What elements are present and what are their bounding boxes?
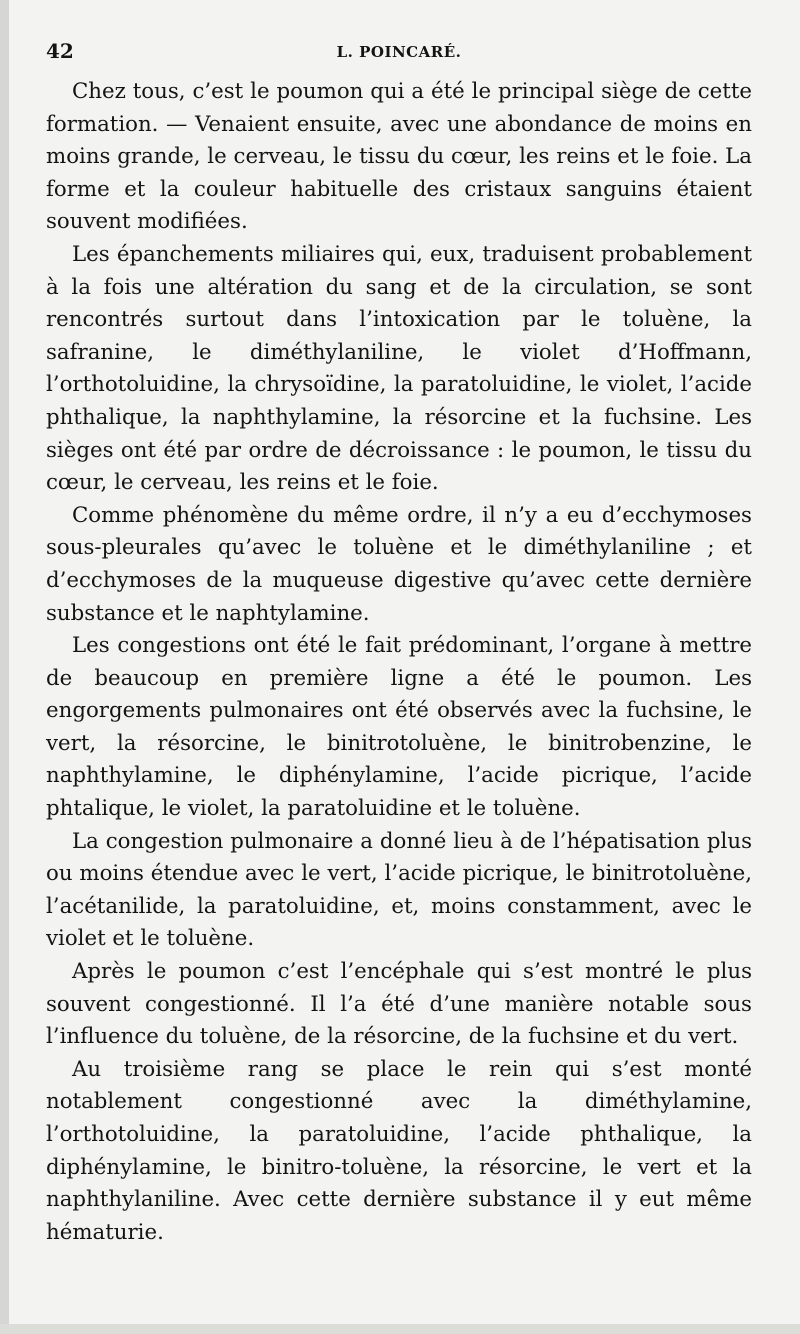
paragraph: Chez tous, c’est le poumon qui a été le principal siège de cette formation. — Venaient ensuite, avec une abondance de moins en moins grande, le cerveau, le tissu du cœur, les reins et le foie. La forme et la couleur habituelle des cristaux sanguins étaient souvent modifiées. <box>46 79 752 235</box>
paragraph: Comme phénomène du même ordre, il n’y a eu d’ecchymoses sous-pleurales qu’avec le toluène et le diméthylaniline ; et d’ecchymoses de la muqueuse digestive qu’avec cette dernière substance et le naphtylamine. <box>46 502 752 626</box>
page-bottom-edge <box>0 1324 800 1334</box>
page-number: 42 <box>46 39 74 63</box>
paragraph: La congestion pulmonaire a donné lieu à de l’hépatisation plus ou moins étendue avec le vert, l’acide picrique, le binitrotoluène, l’acétanilide, la paratoluidine, et, moins constamment, avec le violet et le toluène. <box>46 828 752 952</box>
paragraph: Les épanchements miliaires qui, eux, traduisent probablement à la fois une altération du sang et de la circulation, se sont rencontrés surtout dans l’intoxication par le toluène, la safranine, le diméthylaniline, le violet d’Hoffmann, l’orthotoluidine, la chrysoïdine, la paratoluidine, le violet, l’acide phthalique, la naphthylamine, la résorcine et la fuchsine. Les sièges ont été par ordre de décroissance : le poumon, le tissu du cœur, le cerveau, les reins et le foie. <box>46 241 752 496</box>
page-header <box>46 34 752 68</box>
body-text <box>46 76 752 1249</box>
page-edge-shadow <box>0 0 9 1334</box>
paragraph: Après le poumon c’est l’encéphale qui s’est montré le plus souvent congestionné. Il l’a été d’une manière notable sous l’influence du toluène, de la résorcine, de la fuchsine et du vert. <box>46 959 752 1050</box>
paragraph: Au troisième rang se place le rein qui s’est monté notablement congestionné avec la diméthylamine, l’orthotoluidine, la paratoluidine, l’acide phthalique, la diphénylamine, le binitro-toluène, la résorcine, le vert et la naphthylaniline. Avec cette dernière substance il y eut même hématurie. <box>46 1056 752 1245</box>
paragraph: Les congestions ont été le fait prédominant, l’organe à mettre de beaucoup en première ligne a été le poumon. Les engorgements pulmonaires ont été observés avec la fuchsine, le vert, la résorcine, le binitrotoluène, le binitrobenzine, le naphthylamine, le diphénylamine, l’acide picrique, l’acide phtalique, le violet, la paratoluidine et le toluène. <box>46 633 752 822</box>
running-head: L. POINCARÉ. <box>336 43 462 61</box>
